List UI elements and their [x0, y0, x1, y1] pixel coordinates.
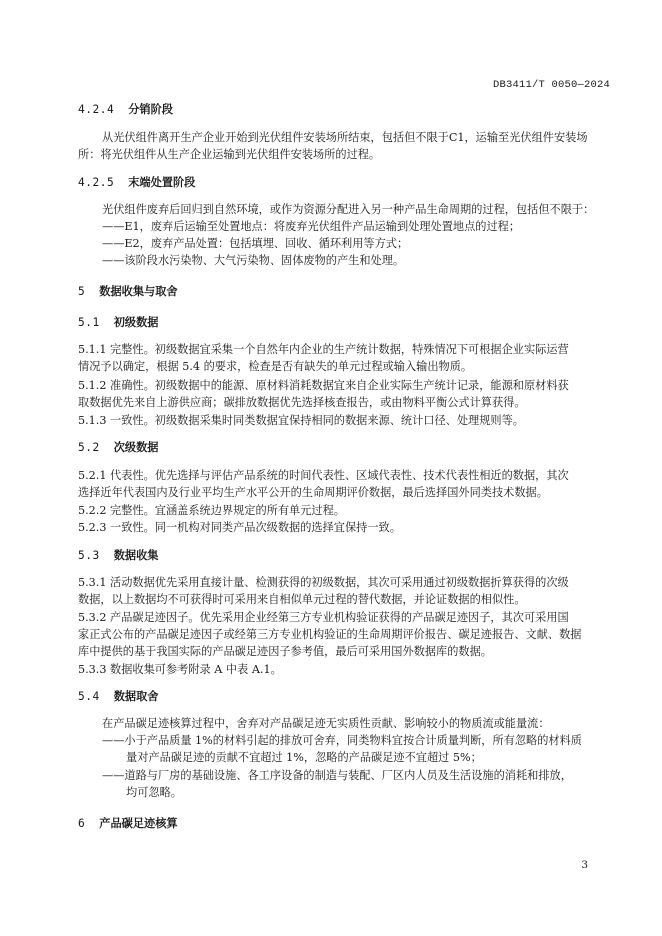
- section-number: 4.2.5: [78, 176, 115, 189]
- section-title: 产品碳足迹核算: [99, 817, 178, 830]
- text-line: ——小于产品质量 1%的材料引起的排放可舍弃，同类物料宜按合计质量判断，所有忽略的材料质: [102, 734, 582, 747]
- section-title: 分销阶段: [128, 103, 173, 116]
- section-number: 6: [78, 817, 86, 830]
- text-line: 所：将光伏组件从生产企业运输到光伏组件安装场所的过程。: [78, 148, 381, 161]
- text-line: 量对产品碳足迹的贡献不宜超过 1%，忽略的产品碳足迹不宜超过 5%；: [126, 751, 482, 764]
- section-title: 末端处置阶段: [128, 176, 196, 189]
- section-heading: [78, 316, 158, 330]
- text-line: 5.2.2 完整性。宜涵盖系统边界规定的所有单元过程。: [78, 504, 345, 517]
- text-line: 5.3.2 产品碳足迹因子。优先采用企业经第三方专业机构验证获得的产品碳足迹因子，其次可采用国: [78, 611, 569, 624]
- section-title: 数据收集: [113, 549, 159, 562]
- section-heading: [78, 176, 195, 190]
- section-title: 数据收集与取舍: [99, 285, 178, 298]
- text-line: 5.1.1 完整性。初级数据宜采集一个自然年内企业的生产统计数据，特殊情况下可根据企业实际运营: [78, 343, 569, 356]
- page-number: 3: [581, 859, 588, 871]
- text-line: 5.2.1 代表性。优先选择与评估产品系统的时间代表性、区域代表性、技术代表性相近的数据，其次: [78, 469, 569, 482]
- section-heading: [78, 549, 158, 563]
- text-line: 5.2.3 一致性。同一机构对同类产品次级数据的选择宜保持一致。: [78, 521, 401, 534]
- text-line: 库中提供的基于我国实际的产品碳足迹因子参考值，最后可采用国外数据库的数据。: [78, 645, 492, 658]
- text-line: ——道路与厂房的基础设施、各工序设备的制造与装配、厂区内人员及生活设施的消耗和排放，: [102, 769, 572, 782]
- text-line: 数据，以上数据均不可获得时可采用来自相似单元过程的替代数据，并论证数据的相似性。: [78, 593, 526, 606]
- section-heading: [78, 690, 158, 704]
- text-line: 选择近年代表国内及行业平均生产水平公开的生命周期评价数据，最后选择国外同类技术数据。: [78, 486, 548, 499]
- text-line: 均可忽略。: [126, 786, 182, 799]
- text-line: 家正式公布的产品碳足迹因子或经第三方专业机构验证的生命周期评价报告、碳足迹报告、文献、数据: [78, 628, 582, 641]
- section-heading: [78, 285, 178, 299]
- section-title: 数据取舍: [113, 690, 159, 703]
- section-heading: [78, 103, 173, 117]
- section-number: 5.3: [78, 549, 100, 562]
- text-line: 光伏组件废弃后回归到自然环境，或作为资源分配进入另一种产品生命周期的过程，包括但不限于：: [102, 203, 595, 216]
- text-line: 5.3.3 数据收集可参考附录 A 中表 A.1。: [78, 663, 282, 676]
- section-number: 5.4: [78, 690, 100, 703]
- text-line: ——E2，废弃产品处置：包括填埋、回收、循环利用等方式；: [102, 237, 409, 250]
- section-title: 初级数据: [113, 316, 159, 329]
- text-line: 在产品碳足迹核算过程中，舍弃对产品碳足迹无实质性贡献、影响较小的物质流或能量流：: [102, 717, 550, 730]
- section-heading: [78, 441, 158, 455]
- text-line: 5.1.3 一致性。初级数据采集时同类数据宜保持相同的数据来源、统计口径、处理规则等。: [78, 414, 524, 427]
- section-number: 5: [78, 285, 86, 298]
- section-number: 5.1: [78, 316, 100, 329]
- section-number: 4.2.4: [78, 103, 115, 116]
- text-line: 5.1.2 准确性。初级数据中的能源、原材料消耗数据宜来自企业实际生产统计记录，能源和原材料获: [78, 379, 569, 392]
- section-number: 5.2: [78, 441, 100, 454]
- section-title: 次级数据: [113, 441, 159, 454]
- text-line: ——该阶段水污染物、大气污染物、固体废物的产生和处理。: [102, 254, 405, 267]
- text-line: ——E1，废弃后运输至处置地点：将废弃光伏组件产品运输到处理处置地点的过程；: [102, 220, 521, 233]
- text-line: 情况予以确定，根据 5.4 的要求，检查是否有缺失的单元过程或输入输出物质。: [78, 360, 473, 373]
- text-line: 取数据优先来自上游供应商；碳排放数据优先选择核查报告，或由物料平衡公式计算获得。: [78, 396, 526, 409]
- document-id: DB3411/T 0050—2024: [492, 79, 610, 91]
- text-line: 5.3.1 活动数据优先采用直接计量、检测获得的初级数据，其次可采用通过初级数据折算获得的次级: [78, 576, 569, 589]
- text-line: 从光伏组件离开生产企业开始到光伏组件安装场所结束，包括但不限于C1，运输至光伏组件安装场: [102, 131, 588, 144]
- section-heading: [78, 817, 178, 831]
